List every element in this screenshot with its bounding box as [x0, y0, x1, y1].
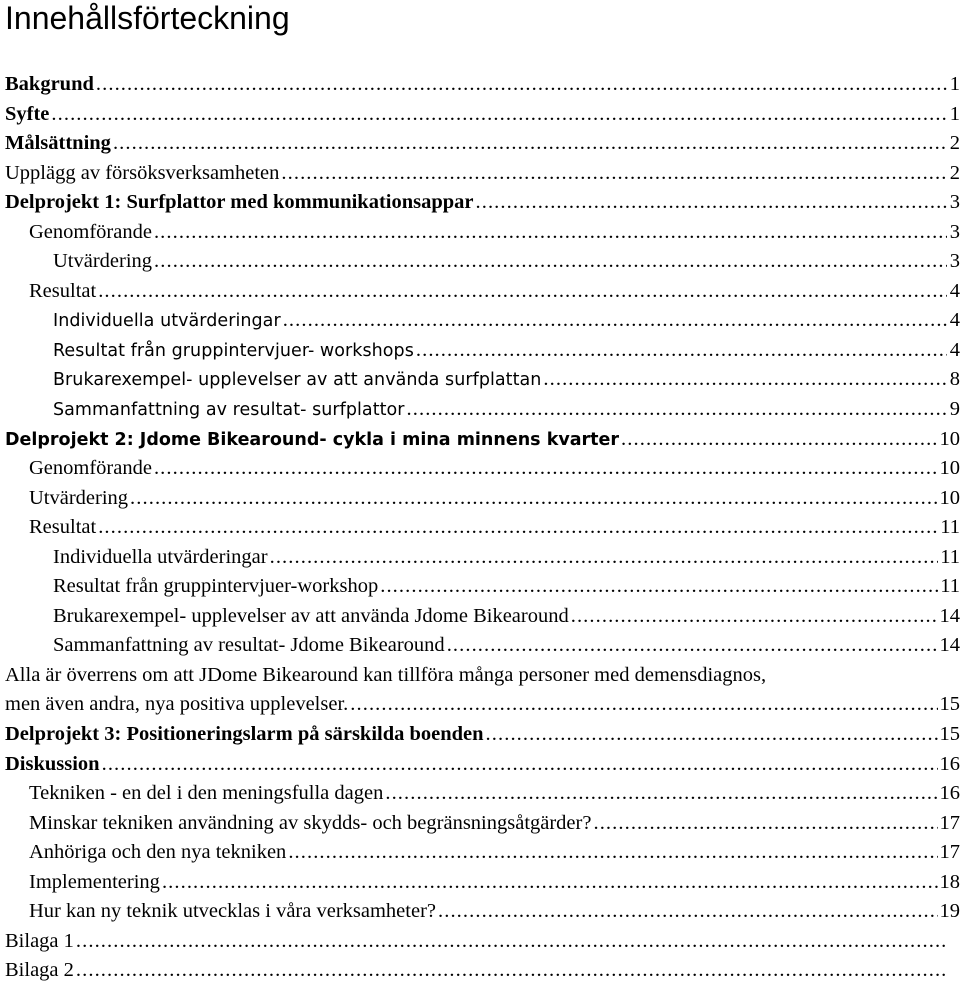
toc-entry-delprojekt-2[interactable]: [5, 425, 960, 455]
toc-entry-label: Resultat från gruppintervjuer-workshop: [53, 572, 378, 602]
toc-entry-implementering[interactable]: [5, 868, 960, 898]
toc-entry-sammanfattning-1[interactable]: [5, 395, 960, 425]
toc-page-number: 10: [940, 425, 960, 455]
dot-leader: [380, 572, 938, 602]
dot-leader: [154, 247, 947, 277]
dot-leader: [407, 395, 947, 425]
toc-entry-sammanfattning-2[interactable]: [5, 631, 960, 661]
toc-entry-malsattning[interactable]: [5, 129, 960, 159]
toc-entry-label: Utvärdering: [29, 484, 128, 514]
toc-page-number: 11: [940, 572, 960, 602]
toc-page-number: 4: [949, 277, 960, 307]
toc-page-number: 4: [949, 336, 960, 366]
toc-entry-anhoriga[interactable]: [5, 838, 960, 868]
toc-page-number: 15: [940, 720, 960, 750]
dot-leader: [571, 602, 938, 632]
toc-entry-utvardering-2[interactable]: [5, 484, 960, 514]
toc-entry-label: Hur kan ny teknik utvecklas i våra verksamheter?: [29, 897, 436, 927]
dot-leader: [76, 927, 947, 957]
toc-entry-label: Utvärdering: [53, 247, 152, 277]
toc-entry-bilaga-2[interactable]: [5, 956, 960, 986]
dot-leader: [270, 543, 939, 573]
toc-entry-minskar-tekniken[interactable]: [5, 809, 960, 839]
toc-entry-hur-kan-ny-teknik[interactable]: [5, 897, 960, 927]
toc-entry-label: Målsättning: [5, 129, 111, 159]
dot-leader: [385, 779, 937, 809]
toc-page-number: 11: [940, 543, 960, 573]
toc-entry-bakgrund[interactable]: [5, 70, 960, 100]
toc-entry-genomforande-1[interactable]: [5, 218, 960, 248]
toc-entry-label: Minskar tekniken användning av skydds- och begränsningsåtgärder?: [29, 809, 591, 839]
toc-entry-upplagg[interactable]: [5, 159, 960, 189]
toc-entry-label: Anhöriga och den nya tekniken: [29, 838, 286, 868]
toc-entry-gruppintervjuer-1[interactable]: [5, 336, 960, 366]
toc-entry-label: Resultat: [29, 277, 96, 307]
toc-entry-bilaga-1[interactable]: [5, 927, 960, 957]
toc-page-number: 16: [940, 750, 960, 780]
toc-entry-label: Bakgrund: [5, 70, 94, 100]
toc-entry-label: Syfte: [5, 100, 49, 130]
toc-entry-label: Bilaga 2: [5, 956, 74, 986]
dot-leader: [51, 100, 947, 130]
toc-entry-individuella-2[interactable]: [5, 543, 960, 573]
toc-entry-label: Genomförande: [29, 454, 152, 484]
dot-leader: [102, 750, 938, 780]
dot-leader: [281, 159, 947, 189]
toc-entry-delprojekt-3[interactable]: [5, 720, 960, 750]
toc-entry-label: Delprojekt 3: Positioneringslarm på särskilda boenden: [5, 720, 484, 750]
toc-entry-label-line2: men även andra, nya positiva upplevelser.: [5, 690, 348, 720]
dot-leader: [154, 218, 947, 248]
toc-page-number: 1: [949, 70, 960, 100]
toc-entry-tekniken[interactable]: [5, 779, 960, 809]
toc-entry-gruppintervjuer-2[interactable]: [5, 572, 960, 602]
dot-leader: [476, 188, 948, 218]
toc-entry-utvardering-1[interactable]: [5, 247, 960, 277]
toc-entry-delprojekt-1[interactable]: [5, 188, 960, 218]
toc-entry-diskussion[interactable]: [5, 750, 960, 780]
toc-entry-label-line1: Alla är överrens om att JDome Bikearound kan tillföra många personer med demensdiagnos,: [5, 661, 960, 691]
toc-page-number: 1: [949, 100, 960, 130]
dot-leader: [96, 70, 947, 100]
toc-page-number: 10: [940, 454, 960, 484]
toc-entry-label: Individuella utvärderingar: [53, 307, 281, 337]
toc-entry-label: Sammanfattning av resultat- Jdome Bikearound: [53, 631, 445, 661]
dot-leader: [130, 484, 937, 514]
dot-leader: [543, 365, 947, 395]
dot-leader: [154, 454, 938, 484]
toc-entry-label: Genomförande: [29, 218, 152, 248]
page-title: Innehållsförteckning: [5, 0, 290, 38]
toc-entry-label: Implementering: [29, 868, 160, 898]
toc-page-number: 4: [949, 306, 960, 336]
toc-page-number: 3: [949, 247, 960, 277]
toc-page-number: 10: [940, 484, 960, 514]
toc-page-number: 17: [940, 838, 960, 868]
toc-entry-label: Delprojekt 2: Jdome Bikearound- cykla i mina minnens kvarter: [5, 426, 619, 456]
toc-entry-syfte[interactable]: [5, 100, 960, 130]
dot-leader: [416, 336, 947, 366]
toc-entry-label: Individuella utvärderingar: [53, 543, 268, 573]
toc-page-number: 16: [940, 779, 960, 809]
toc-entry-resultat-2[interactable]: [5, 513, 960, 543]
dot-leader: [113, 129, 947, 159]
toc-entry-label: Sammanfattning av resultat- surfplattor: [53, 396, 405, 426]
toc-page-number: 17: [940, 809, 960, 839]
dot-leader: [76, 956, 947, 986]
toc-entry-label: Tekniken - en del i den meningsfulla dagen: [29, 779, 383, 809]
toc-page-number: 2: [949, 129, 960, 159]
dot-leader: [98, 513, 938, 543]
toc-page-number: 9: [949, 395, 960, 425]
toc-page-number: 3: [949, 218, 960, 248]
toc-entry-label: Bilaga 1: [5, 927, 74, 957]
toc-entry-label: Brukarexempel- upplevelser av att använda surfplattan: [53, 366, 541, 396]
toc-entry-brukarexempel-2[interactable]: [5, 602, 960, 632]
toc-page-number: 14: [940, 631, 960, 661]
toc-page-number: 15: [940, 690, 960, 720]
toc-page-number: 3: [949, 188, 960, 218]
toc-page-number: 18: [940, 868, 960, 898]
table-of-contents: [5, 70, 960, 986]
toc-entry-brukarexempel-1[interactable]: [5, 365, 960, 395]
dot-leader: [98, 277, 947, 307]
toc-entry-label: Resultat från gruppintervjuer- workshops: [53, 337, 414, 367]
dot-leader: [621, 425, 937, 455]
toc-entry-label: Brukarexempel- upplevelser av att använda Jdome Bikearound: [53, 602, 569, 632]
toc-entry-resultat-1[interactable]: [5, 277, 960, 307]
toc-entry-label: Upplägg av försöksverksamheten: [5, 159, 279, 189]
toc-page-number: 11: [940, 513, 960, 543]
dot-leader: [350, 690, 937, 720]
dot-leader: [283, 306, 947, 336]
toc-entry-individuella-1[interactable]: [5, 306, 960, 336]
toc-entry-label: Resultat: [29, 513, 96, 543]
toc-page-number: 14: [940, 602, 960, 632]
toc-page-number: 2: [949, 159, 960, 189]
toc-entry-genomforande-2[interactable]: [5, 454, 960, 484]
toc-entry-alla-ar-overrens[interactable]: [5, 661, 960, 720]
dot-leader: [288, 838, 937, 868]
toc-entry-label: Diskussion: [5, 750, 100, 780]
toc-page-number: 19: [940, 897, 960, 927]
toc-page-number: 8: [949, 365, 960, 395]
dot-leader: [438, 897, 938, 927]
dot-leader: [447, 631, 938, 661]
toc-entry-label: Delprojekt 1: Surfplattor med kommunikationsappar: [5, 188, 474, 218]
dot-leader: [162, 868, 938, 898]
dot-leader: [486, 720, 938, 750]
dot-leader: [593, 809, 937, 839]
